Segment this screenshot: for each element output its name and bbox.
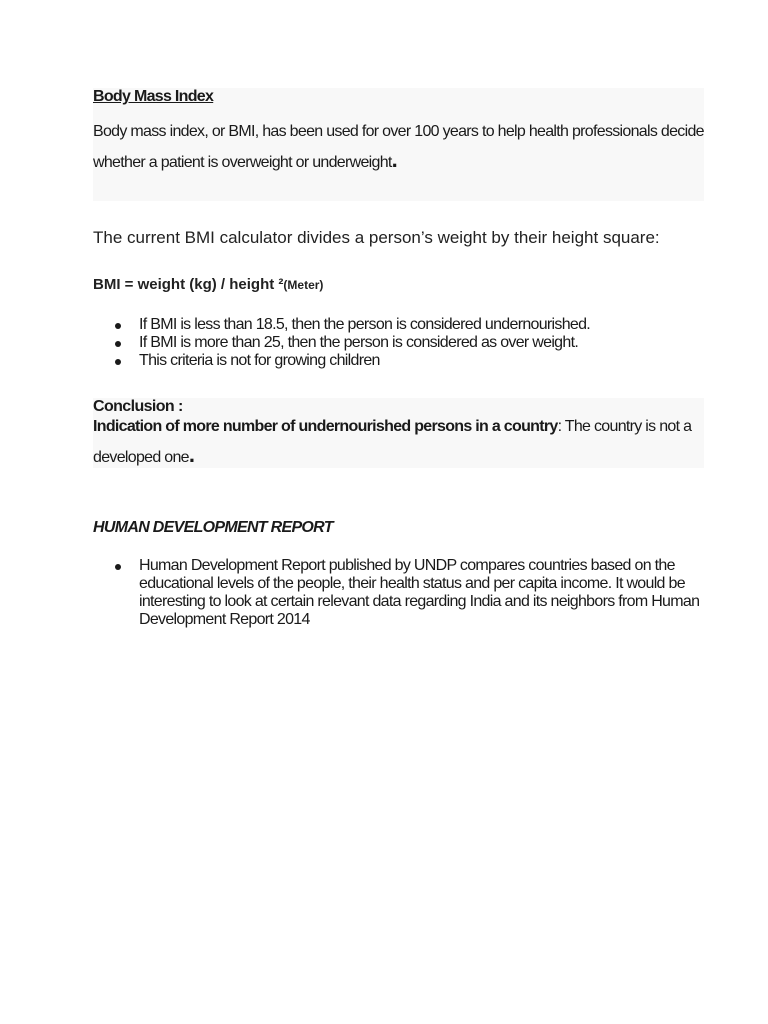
bmi-formula	[93, 275, 323, 295]
list-item-text: Human Development Report published by UNDP compares countries based on the educational levels of the people, their health status and per capita income. It would be interesting to look at certain relevant data regarding India and its neighbors from Human Development Report 2014	[139, 557, 700, 628]
hdr-list	[93, 557, 704, 629]
bullet-icon	[115, 359, 121, 365]
list-item-text: If BMI is less than 18.5, then the person is considered undernourished.	[139, 316, 591, 333]
bullet-icon	[115, 323, 121, 329]
conclusion-rest-text: : The country is not a developed one	[93, 418, 692, 466]
conclusion-period: .	[188, 442, 196, 467]
bmi-intro-text: Body mass index, or BMI, has been used for over 100 years to help health professionals decide whether a patient is overweight or underweight	[93, 123, 704, 171]
conclusion-paragraph	[93, 413, 704, 472]
bmi-intro-paragraph	[93, 118, 704, 177]
list-item	[93, 352, 704, 370]
list-item	[93, 557, 704, 629]
bullet-icon	[115, 564, 121, 570]
bmi-heading: Body Mass Index	[93, 88, 214, 105]
list-item	[93, 334, 704, 352]
formula-unit: (Meter)	[283, 278, 324, 292]
bmi-criteria-list	[93, 316, 704, 370]
bullet-icon	[115, 341, 121, 347]
conclusion-box	[93, 398, 704, 468]
list-item-text: This criteria is not for growing children	[139, 352, 380, 369]
bmi-intro-period: .	[391, 147, 398, 172]
bmi-intro-box	[93, 88, 704, 201]
calculator-description: The current BMI calculator divides a person’s weight by their height square:	[93, 228, 660, 247]
conclusion-bold-text: Indication of more number of undernourished persons in a country	[93, 418, 558, 435]
conclusion-label: Conclusion :	[93, 398, 183, 415]
list-item-text: If BMI is more than 25, then the person is considered as over weight.	[139, 334, 579, 351]
list-item	[93, 316, 704, 334]
hdr-heading: HUMAN DEVELOPMENT REPORT	[93, 519, 333, 536]
formula-main: BMI = weight (kg) / height ²	[93, 276, 284, 293]
